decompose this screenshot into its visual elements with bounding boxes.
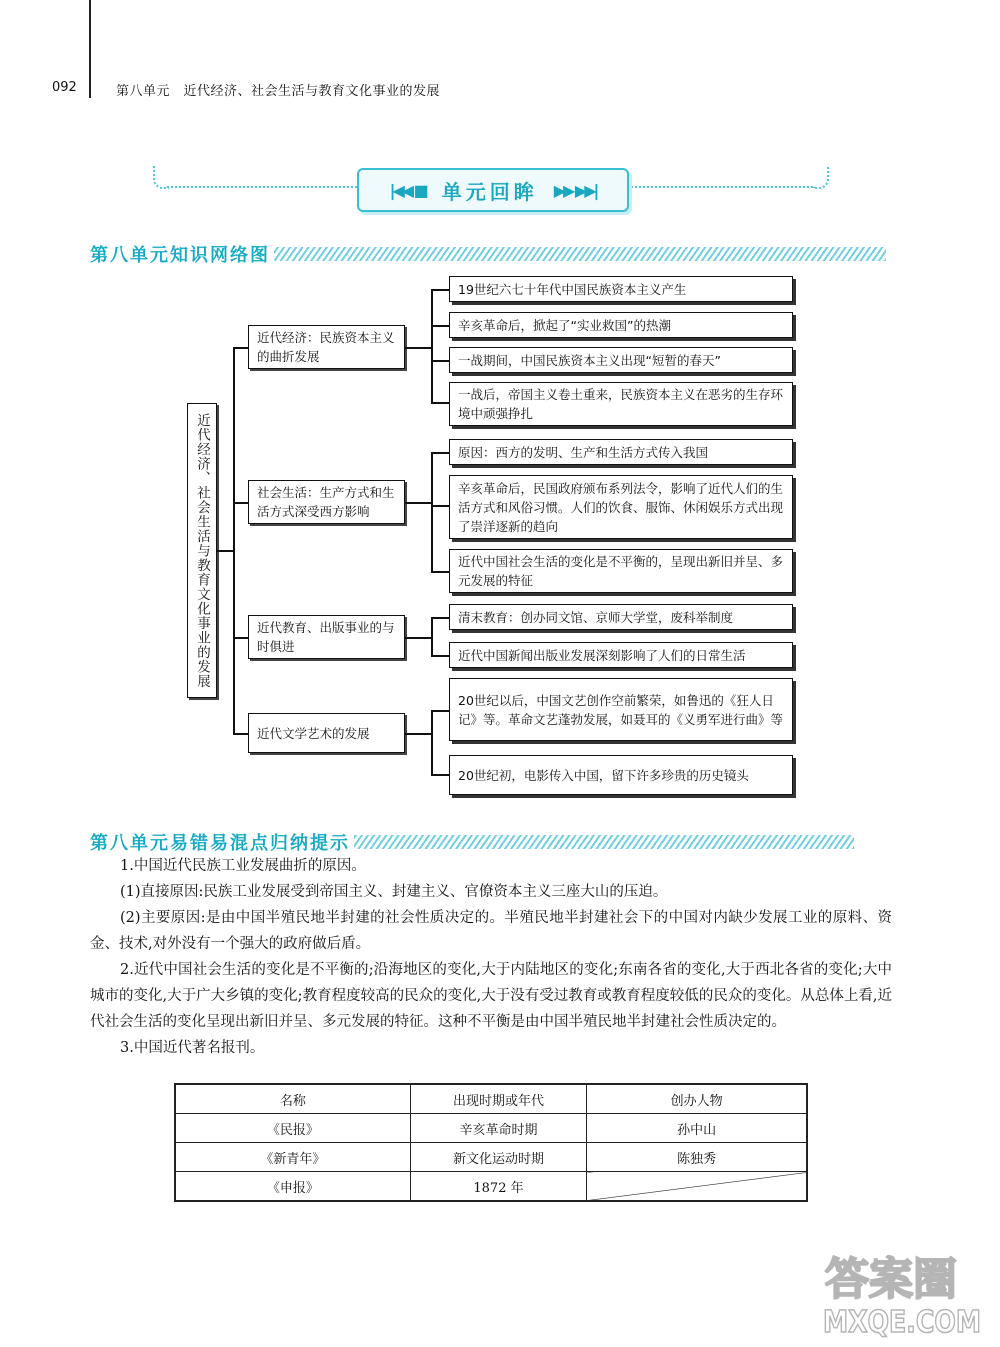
watermark-text-bottom: MXQE.COM (823, 1305, 981, 1340)
branch-label: 近代教育、出版事业的与时俱进 (257, 620, 395, 654)
leaf-arts-1 (449, 678, 793, 741)
connector (233, 502, 248, 504)
table-cell: 《申报》 (175, 1172, 410, 1202)
leaf-text: 清末教育：创办同文馆、京师大学堂，废科举制度 (458, 609, 734, 625)
leaf-economy-1 (449, 276, 793, 302)
watermark-logo (823, 1242, 983, 1340)
leaf-education-2 (449, 642, 793, 668)
banner-dotted-line-right (627, 186, 813, 188)
connector (405, 502, 431, 504)
table-cell: 《民报》 (175, 1114, 410, 1143)
connector (431, 452, 433, 571)
table-cell: 辛亥革命时期 (410, 1114, 586, 1143)
table-header-row (175, 1084, 807, 1114)
heading-hatch (274, 247, 886, 261)
paragraph: 2.近代中国社会生活的变化是不平衡的;沿海地区的变化,大于内陆地区的变化;东南各省的变化,大于西北各省的变化;大中城市的变化,大于广大乡镇的变化;教育程度较高的民众的变化,大于没有受过教育或教育程度较低的民众的变化。从总体上看,近代社会生活的变化呈现出新旧并呈、多元发展的特征。这种不平衡是由中国半殖民地半封建社会性质决定的。 (90, 962, 892, 1030)
table-cell: 孙中山 (587, 1114, 807, 1143)
table-header: 出现时期或年代 (410, 1084, 586, 1114)
leaf-text: 原因：西方的发明、生产和生活方式传入我国 (458, 444, 709, 460)
table-row (175, 1114, 807, 1143)
paragraph: 3.中国近代著名报刊。 (120, 1040, 265, 1056)
branch-label: 社会生活：生产方式和生活方式深受西方影响 (257, 485, 395, 519)
leaf-society-3 (449, 549, 793, 593)
page-number: 092 (52, 80, 77, 95)
leaf-text: 一战期间，中国民族资本主义出现“短暂的春天” (458, 352, 721, 368)
banner-decoration-right (813, 166, 829, 189)
connector (431, 617, 449, 619)
running-title: 第八单元 近代经济、社会生活与教育文化事业的发展 (116, 84, 441, 99)
paragraph: 1.中国近代民族工业发展曲折的原因。 (120, 858, 366, 874)
leaf-text: 辛亥革命后，掀起了“实业救国”的热潮 (458, 317, 671, 333)
connector (405, 347, 431, 349)
connector (233, 347, 235, 733)
table-row (175, 1172, 807, 1202)
paragraph: (1)直接原因:民族工业发展受到帝国主义、封建主义、官僚资本主义三座大山的压迫。 (120, 884, 668, 900)
connector (431, 325, 449, 327)
branch-label: 近代文学艺术的发展 (257, 725, 370, 741)
table-cell: 《新青年》 (175, 1143, 410, 1172)
section-heading-text: 第八单元知识网络图 (90, 245, 270, 266)
section-heading-tips (90, 829, 854, 855)
branch-society (248, 480, 405, 524)
leaf-text: 近代中国新闻出版业发展深刻影响了人们的日常生活 (458, 647, 746, 663)
connector (431, 617, 433, 655)
connector (405, 637, 431, 639)
connector (233, 637, 248, 639)
branch-education (248, 615, 405, 659)
table-cell-empty-diagonal (587, 1172, 807, 1202)
table-cell: 1872 年 (410, 1172, 586, 1202)
skip-back-icon: |◀◀ ■ (389, 180, 426, 200)
header-rule (89, 0, 91, 98)
table-row (175, 1143, 807, 1172)
connector (233, 347, 248, 349)
leaf-arts-2 (449, 755, 793, 795)
connector (431, 289, 449, 291)
table-header: 创办人物 (587, 1084, 807, 1114)
connector (431, 655, 449, 657)
connector (405, 733, 431, 735)
leaf-text: 20世纪初，电影传入中国，留下许多珍贵的历史镜头 (458, 767, 749, 783)
mindmap-root (187, 403, 217, 698)
connector (431, 505, 449, 507)
tips-body (90, 853, 892, 1061)
mindmap-root-label: 近代经济、社会生活与教育文化事业的发展 (194, 412, 210, 689)
branch-economy (248, 325, 405, 369)
banner-title: 单元回眸 (441, 179, 538, 204)
connector (431, 710, 433, 774)
leaf-text: 20世纪以后，中国文艺创作空前繁荣，如鲁迅的《狂人日记》等。革命文艺蓬勃发展，如聂耳的《义勇军进行曲》等 (458, 692, 784, 727)
watermark-text-top: 答案圈 (825, 1254, 957, 1305)
branch-label: 近代经济：民族资本主义的曲折发展 (257, 330, 395, 364)
leaf-economy-4 (449, 382, 793, 426)
connector (431, 571, 449, 573)
connector (431, 360, 449, 362)
connector (431, 774, 449, 776)
leaf-economy-3 (449, 347, 793, 373)
connector (431, 710, 449, 712)
connector (431, 402, 449, 404)
leaf-society-2 (449, 475, 793, 539)
skip-forward-icon: ▶▶ ▶▶| (553, 180, 597, 200)
leaf-society-1 (449, 439, 793, 465)
table-cell: 陈独秀 (587, 1143, 807, 1172)
connector (233, 733, 248, 735)
connector (217, 550, 233, 552)
banner-dotted-line-left (167, 186, 357, 188)
unit-review-banner (357, 168, 629, 212)
newspaper-table (174, 1083, 808, 1202)
heading-hatch (354, 835, 854, 849)
leaf-text: 近代中国社会生活的变化是不平衡的，呈现出新旧并呈、多元发展的特征 (458, 554, 784, 588)
leaf-text: 19世纪六七十年代中国民族资本主义产生 (458, 281, 687, 297)
leaf-text: 一战后，帝国主义卷土重来，民族资本主义在恶劣的生存环境中顽强挣扎 (458, 387, 784, 421)
section-heading-network (90, 241, 886, 267)
connector (431, 452, 449, 454)
paragraph: (2)主要原因:是由中国半殖民地半封建的社会性质决定的。半殖民地半封建社会下的中国对内缺少发展工业的原料、资金、技术,对外没有一个强大的政府做后盾。 (90, 910, 892, 952)
leaf-text: 辛亥革命后，民国政府颁布系列法令，影响了近代人们的生活方式和风俗习惯。人们的饮食、服饰、休闲娱乐方式出现了崇洋逐新的趋向 (458, 480, 784, 534)
section-heading-text: 第八单元易错易混点归纳提示 (90, 833, 350, 854)
leaf-education-1 (449, 604, 793, 630)
branch-arts (248, 713, 405, 753)
leaf-economy-2 (449, 312, 793, 338)
table-cell: 新文化运动时期 (410, 1143, 586, 1172)
connector (431, 289, 433, 402)
table-header: 名称 (175, 1084, 410, 1114)
